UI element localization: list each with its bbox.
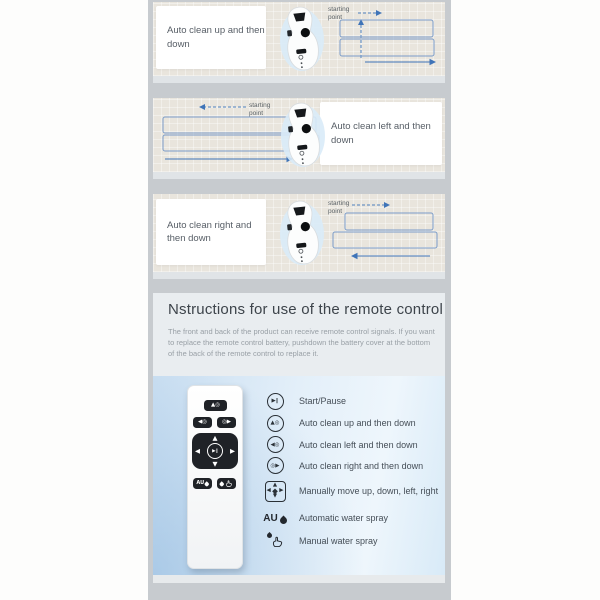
legend-label: Auto clean up and then down	[299, 418, 416, 428]
icon-glyph: ▲◎	[270, 420, 280, 426]
auto-clean-up-icon	[267, 415, 284, 432]
caption-box	[320, 102, 442, 165]
start-pause-glyph: ▶‖	[212, 448, 218, 454]
remote-auto-up-button	[204, 400, 227, 411]
icon-glyph: ◀◎	[270, 441, 280, 448]
remote-auto-left-button	[193, 417, 212, 428]
auto-left-glyph: ◀◎	[197, 418, 208, 425]
arrow-down-icon: ▼	[272, 493, 278, 499]
section-title: Nstructions for use of the remote control	[168, 301, 443, 318]
remote-diagram-area	[153, 376, 445, 575]
panel-caption: Auto clean left and then down	[331, 121, 431, 146]
legend-label: Start/Pause	[299, 396, 347, 406]
remote-instructions-section	[153, 293, 445, 575]
water-drop-icon	[220, 481, 225, 486]
auto-right-glyph: ◎▶	[221, 418, 232, 425]
legend-row-manual-move	[263, 476, 439, 506]
arrow-right-icon: ▶	[279, 487, 284, 494]
starting-point-label: starting point	[328, 200, 350, 215]
legend-row-manual-spray	[263, 530, 439, 552]
section-bottom-edge	[153, 575, 445, 583]
legend-row-auto-spray	[263, 506, 439, 530]
robot-illustration	[279, 198, 325, 268]
icon-glyph: ▶‖	[271, 398, 279, 404]
remote-start-pause-button	[207, 443, 223, 459]
legend-row-auto-right	[263, 455, 439, 476]
auto-clean-right-icon	[267, 457, 284, 474]
water-drop-icon	[204, 481, 209, 486]
panel-auto-clean-up	[153, 2, 445, 76]
au-text: AU	[263, 512, 278, 524]
arrow-up-icon: ▲	[272, 481, 278, 488]
hand-icon	[225, 480, 233, 488]
water-drop-icon	[278, 515, 288, 525]
panel-auto-clean-left	[153, 98, 445, 172]
remote-legend	[263, 390, 439, 552]
legend-row-auto-left	[263, 434, 439, 455]
hand-icon	[271, 536, 284, 549]
au-label: AU	[196, 480, 205, 486]
manual-move-icon	[265, 481, 286, 502]
auto-up-glyph: ▲◎	[210, 401, 221, 408]
panel-bottom-edge	[153, 76, 445, 83]
panel-caption: Auto clean up and then down	[167, 25, 265, 50]
dpad-left-icon: ◀	[195, 446, 200, 455]
starting-point-label: starting point	[249, 102, 271, 117]
arrow-left-icon: ◀	[266, 487, 271, 494]
caption-box	[156, 199, 266, 265]
manual-water-spray-icon	[266, 533, 284, 549]
legend-label: Manually move up, down, left, right	[299, 486, 439, 496]
panel-caption: Auto clean right and then down	[167, 219, 252, 244]
remote-control-illustration	[187, 385, 243, 569]
remote-dpad	[192, 433, 238, 469]
start-pause-icon	[267, 393, 284, 410]
remote-manual-spray-button	[217, 478, 236, 489]
auto-water-spray-icon	[263, 513, 286, 524]
legend-label: Manual water spray	[299, 536, 378, 546]
robot-illustration	[280, 100, 326, 170]
panel-auto-clean-right	[153, 194, 445, 272]
caption-box	[156, 6, 266, 69]
panel-bottom-edge	[153, 272, 445, 279]
robot-illustration	[279, 4, 325, 74]
legend-row-start-pause	[263, 390, 439, 412]
legend-label: Auto clean left and then down	[299, 439, 418, 450]
section-body-text: The front and back of the product can receive remote control signals. If you want to replace the remote control battery, pushdown the battery cover at the bottom of the back of the remote control to replace it.	[168, 327, 435, 358]
legend-row-auto-up	[263, 412, 439, 434]
legend-label: Automatic water spray	[299, 513, 389, 523]
dpad-up-icon: ▲	[212, 434, 218, 442]
legend-label: Auto clean right and then down	[299, 460, 424, 471]
icon-glyph: ◎▶	[270, 462, 280, 469]
remote-auto-spray-button	[193, 478, 212, 489]
auto-clean-left-icon	[267, 436, 284, 453]
remote-auto-right-button	[217, 417, 236, 428]
dpad-right-icon: ▶	[230, 446, 235, 455]
panel-bottom-edge	[153, 172, 445, 179]
dpad-down-icon: ▼	[212, 459, 218, 468]
starting-point-label: starting point	[328, 6, 350, 21]
